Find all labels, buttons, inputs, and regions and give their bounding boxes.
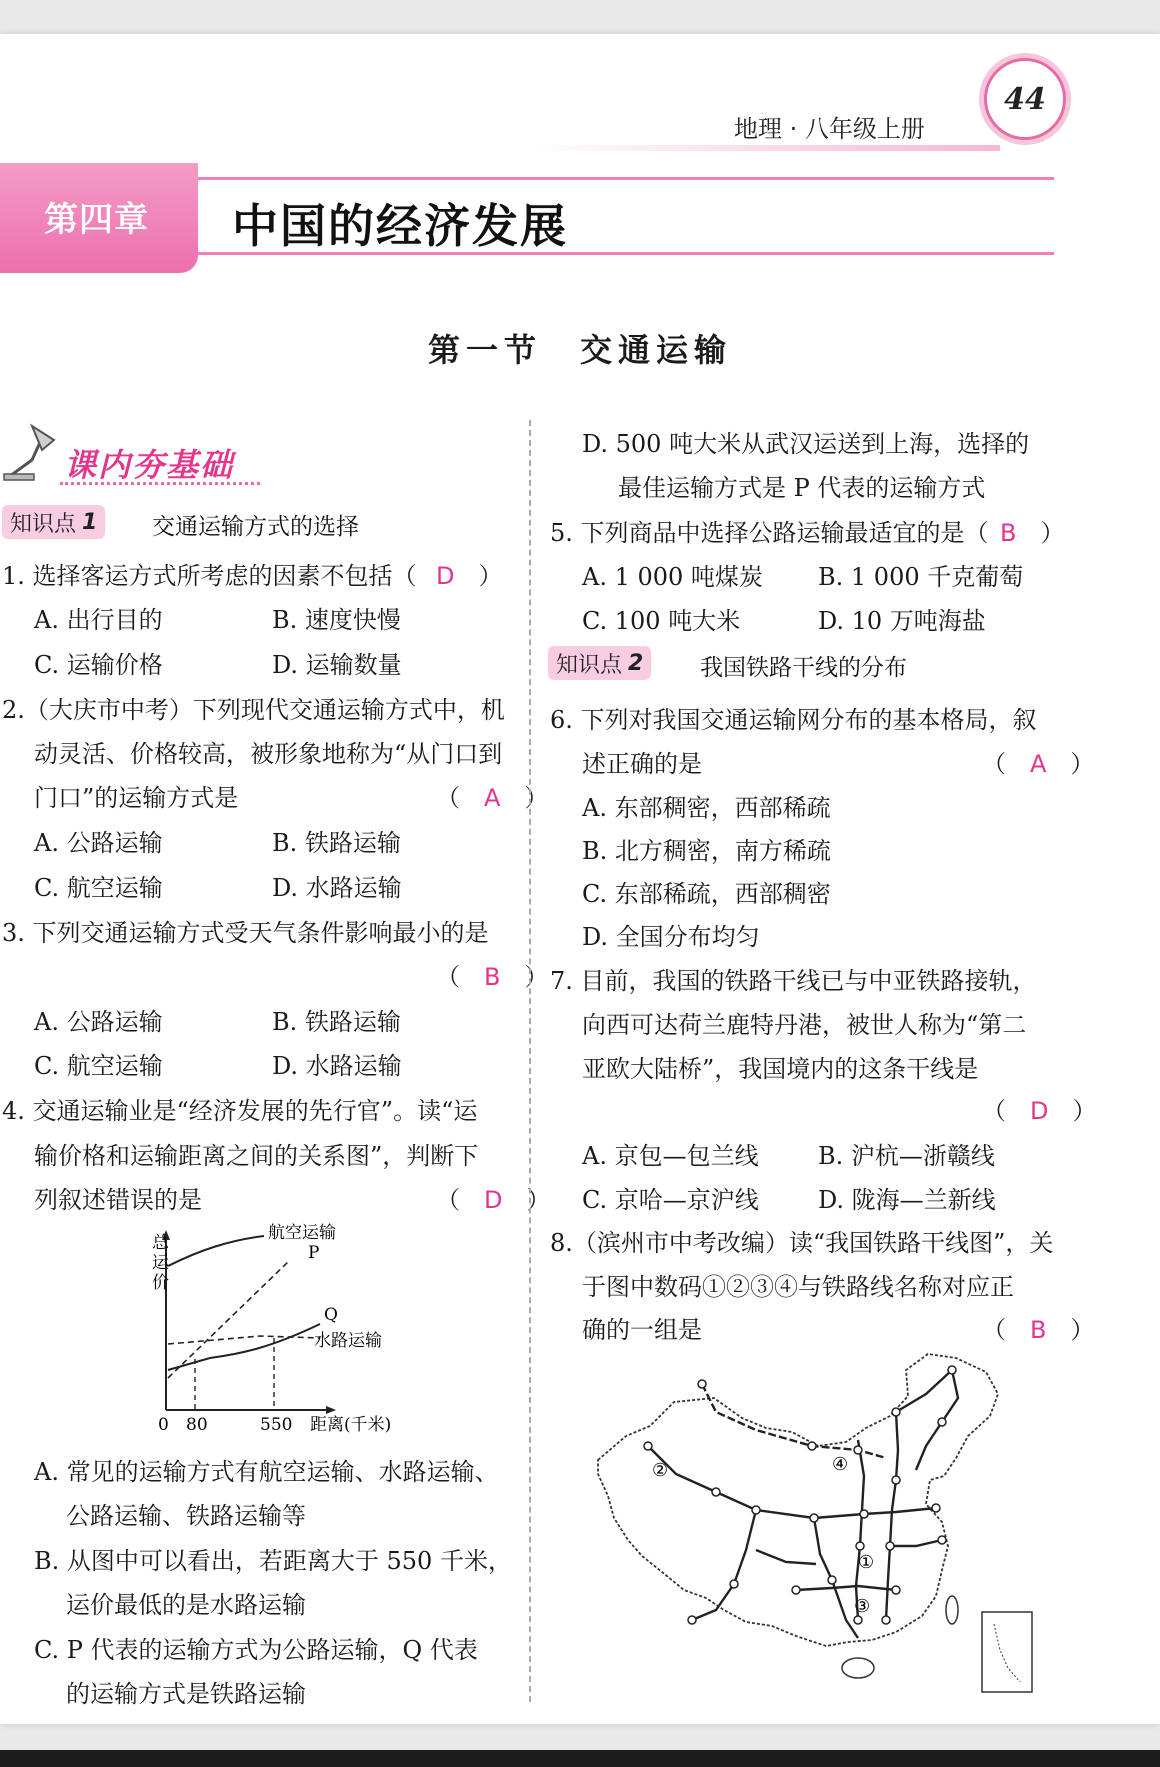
header-subject: 地理 · 八年级上册: [734, 115, 925, 143]
map-inset-box: [982, 1612, 1032, 1692]
question-2-answer-box: （ A ）: [436, 784, 549, 812]
question-8-line-3: 确的一组是: [582, 1316, 702, 1344]
chart-series-p: [168, 1260, 290, 1378]
q4-option-b-2: 运价最低的是水路运输: [66, 1591, 306, 1619]
q6-option-c: C. 东部稀疏，西部稠密: [582, 880, 831, 908]
q7-option-a: A. 京包—包兰线: [582, 1142, 759, 1170]
question-6-line-2: 述正确的是: [582, 750, 702, 778]
q1-option-a: A. 出行目的: [34, 606, 163, 634]
banner-underline: [60, 482, 260, 485]
question-8-line-2: 于图中数码①②③④与铁路线名称对应正: [582, 1273, 1014, 1301]
question-6-answer-box: （ A ）: [982, 750, 1095, 778]
question-8-answer: B: [1030, 1316, 1047, 1344]
question-6-answer: A: [1030, 750, 1047, 778]
map-hainan-outline: [842, 1658, 874, 1678]
q7-option-d: D. 陇海—兰新线: [818, 1186, 996, 1214]
question-5-answer: B: [1000, 519, 1017, 547]
q3-option-a: A. 公路运输: [34, 1008, 163, 1036]
knowledge-point-2-label: 知识点: [556, 652, 623, 678]
chapter-title: 中国的经济发展: [232, 199, 568, 253]
map-taiwan-outline: [946, 1596, 958, 1624]
chapter-line-top: [198, 177, 1054, 180]
china-railway-map: [596, 1350, 1042, 1696]
column-divider: [529, 420, 531, 1702]
knowledge-point-number: 1: [82, 509, 98, 535]
q1-option-d: D. 运输数量: [272, 651, 402, 679]
q4-option-c-2: 的运输方式是铁路运输: [66, 1680, 306, 1708]
question-7-line-2: 向西可达荷兰鹿特丹港，被世人称为“第二: [582, 1011, 1027, 1039]
question-3-answer-box: （ B ）: [436, 963, 549, 991]
chapter-label: 第四章: [44, 200, 149, 240]
question-2-answer: A: [484, 784, 501, 812]
map-label-3: ③: [854, 1596, 871, 1617]
q4-option-b-1: B. 从图中可以看出，若距离大于 550 千米，: [34, 1547, 512, 1575]
map-label-2-visible: ②: [652, 1460, 669, 1481]
map-country-outline: [598, 1354, 998, 1646]
chart-series-air: [168, 1236, 264, 1266]
knowledge-point-2-number: 2: [628, 650, 644, 676]
knowledge-point-badge: [2, 505, 105, 539]
question-4-line-3: 列叙述错误的是: [34, 1186, 202, 1214]
header-line: [530, 145, 1000, 151]
chart-label-water: 水路运输: [314, 1331, 382, 1351]
q2-option-b: B. 铁路运输: [272, 829, 401, 857]
q5-option-d: D. 10 万吨海盐: [818, 607, 986, 635]
q3-option-b: B. 铁路运输: [272, 1008, 401, 1036]
question-2-line-1: 2.（大庆市中考）下列现代交通运输方式中，机: [2, 696, 505, 724]
knowledge-point-label: 知识点: [10, 511, 77, 537]
q6-option-b: B. 北方稠密，南方稀疏: [582, 837, 831, 865]
question-4-answer: D: [484, 1186, 503, 1214]
map-label-1: ①: [858, 1552, 875, 1573]
section-title: 第一节 交通运输: [427, 331, 732, 369]
q7-option-c: C. 京哈—京沪线: [582, 1186, 759, 1214]
question-4-line-2: 输价格和运输距离之间的关系图”，判断下: [34, 1142, 479, 1170]
q6-option-d: D. 全国分布均匀: [582, 923, 760, 951]
q7-option-b: B. 沪杭—浙赣线: [818, 1142, 995, 1170]
lamp-icon: [2, 420, 62, 482]
page-number-badge: 44: [984, 58, 1066, 140]
q2-option-c: C. 航空运输: [34, 874, 163, 902]
question-4-answer-box: （ D ）: [436, 1186, 551, 1214]
q5-option-a: A. 1 000 吨煤炭: [582, 563, 763, 591]
chart-tick-0: 0: [158, 1415, 169, 1435]
question-1-answer-box: D ）: [436, 562, 503, 590]
question-5-stem: 5. 下列商品中选择公路运输最适宜的是（: [550, 519, 989, 547]
banner-title: 课内夯基础: [64, 446, 235, 484]
question-7-answer: D: [1030, 1097, 1049, 1125]
q2-option-a: A. 公路运输: [34, 829, 163, 857]
question-3-line-1: 3. 下列交通运输方式受天气条件影响最小的是: [2, 919, 489, 947]
chart-tick-80: 80: [186, 1415, 208, 1435]
bottom-bar: [0, 1750, 1160, 1767]
question-8-answer-box: （ B ）: [982, 1316, 1095, 1344]
q4-option-a-2: 公路运输、铁路运输等: [66, 1502, 306, 1530]
knowledge-point-title: 交通运输方式的选择: [152, 514, 359, 540]
chart-ylabel-2: 运: [152, 1253, 169, 1273]
q4-option-d-1: D. 500 吨大米从武汉运送到上海，选择的: [582, 430, 1030, 458]
chart-series-q: [168, 1324, 320, 1370]
knowledge-point-2-title: 我国铁路干线的分布: [700, 655, 907, 681]
q4-option-d-2: 最佳运输方式是 P 代表的运输方式: [618, 474, 986, 502]
q5-option-c: C. 100 吨大米: [582, 607, 741, 635]
question-1-answer: D: [436, 562, 455, 590]
q4-option-c-1: C. P 代表的运输方式为公路运输，Q 代表: [34, 1636, 478, 1664]
question-2-line-3: 门口”的运输方式是: [34, 784, 239, 812]
chart-tick-550: 550: [260, 1415, 293, 1435]
question-5-answer-box: B ）: [1000, 519, 1065, 547]
map-label-4: ④: [832, 1454, 849, 1475]
question-7-line-3: 亚欧大陆桥”，我国境内的这条干线是: [582, 1055, 979, 1083]
chart-label-q: Q: [324, 1305, 338, 1325]
q1-option-c: C. 运输价格: [34, 651, 163, 679]
q2-option-d: D. 水路运输: [272, 874, 402, 902]
question-2-line-2: 动灵活、价格较高，被形象地称为“从门口到: [34, 740, 503, 768]
chart-ylabel-3: 价: [152, 1273, 169, 1293]
q6-option-a: A. 东部稠密，西部稀疏: [582, 794, 831, 822]
question-7-answer-box: （ D ）: [982, 1097, 1097, 1125]
chart-label-air: 航空运输: [268, 1223, 336, 1243]
chart-series-water: [168, 1336, 320, 1344]
question-1-stem: 1. 选择客运方式所考虑的因素不包括（: [2, 562, 417, 590]
chart-x-arrow-icon: [326, 1406, 336, 1414]
transport-cost-chart: [140, 1220, 430, 1440]
chart-label-p: P: [308, 1243, 320, 1263]
q3-option-c: C. 航空运输: [34, 1052, 163, 1080]
q4-option-a-1: A. 常见的运输方式有航空运输、水路运输、: [34, 1458, 499, 1486]
chart-ylabel-1: 总: [152, 1233, 169, 1253]
question-7-line-1: 7. 目前，我国的铁路干线已与中亚铁路接轨，: [550, 967, 1037, 995]
question-3-answer: B: [484, 963, 501, 991]
chart-xlabel: 距离(千米): [310, 1415, 392, 1435]
knowledge-point-badge-2: [548, 646, 651, 680]
q3-option-d: D. 水路运输: [272, 1052, 402, 1080]
q5-option-b: B. 1 000 千克葡萄: [818, 563, 1024, 591]
question-8-line-1: 8.（滨州市中考改编）读“我国铁路干线图”，关: [550, 1229, 1054, 1257]
question-4-line-1: 4. 交通运输业是“经济发展的先行官”。读“运: [2, 1097, 478, 1125]
q1-option-b: B. 速度快慢: [272, 606, 401, 634]
question-6-line-1: 6. 下列对我国交通运输网分布的基本格局，叙: [550, 706, 1037, 734]
